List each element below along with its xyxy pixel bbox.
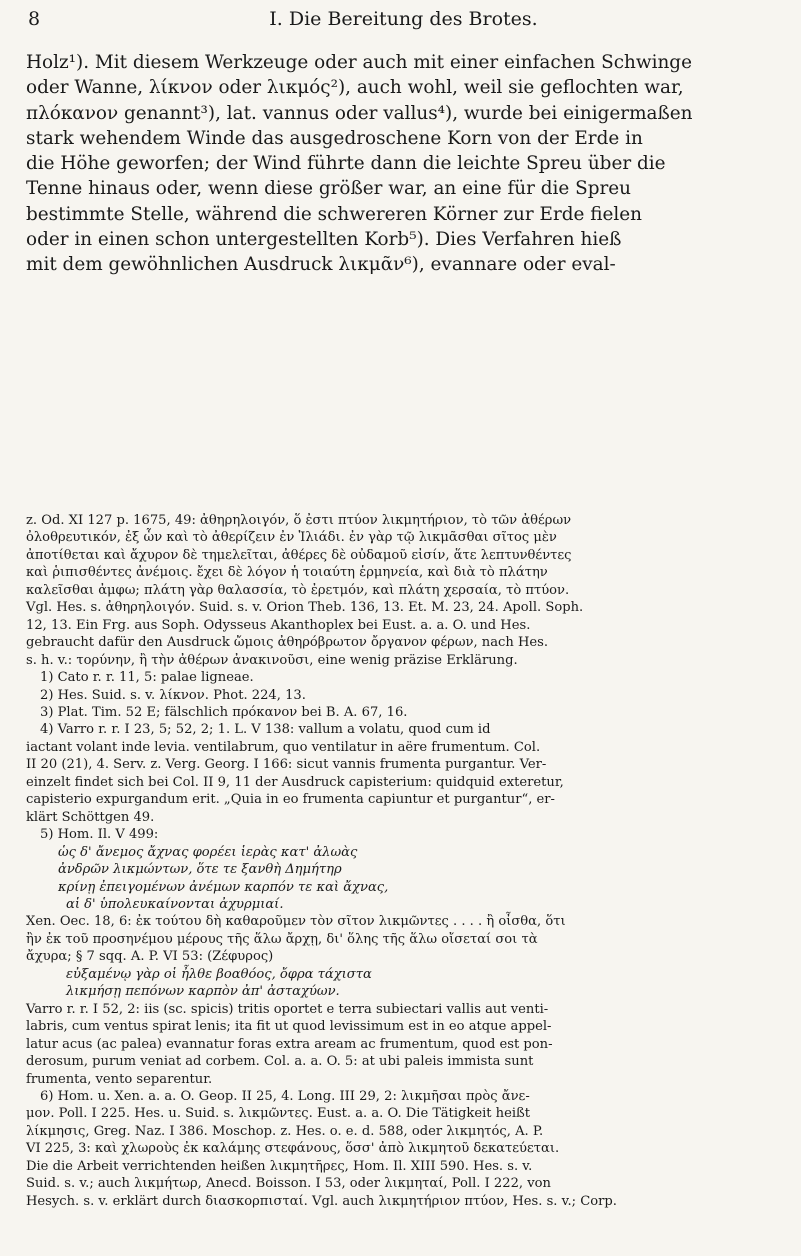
note-line: μον. Poll. I 225. Hes. u. Suid. s. λικμῶντες. Eust. a. a. O. Die Tätigkeit heißt xyxy=(26,1106,531,1122)
main-line: πλόκανον genannt³), lat. vannus oder vallus⁴), wurde bei einigermaßen xyxy=(26,102,693,124)
note-line: Varro r. r. I 52, 2: iis (sc. spicis) tritis oportet e terra subiectari vallis aut venti- xyxy=(26,1001,549,1017)
footnote-2: 2) Hes. Suid. s. v. λίκνον. Phot. 224, 13. xyxy=(40,687,306,703)
footnote-1: 1) Cato r. r. 11, 5: palae ligneae. xyxy=(40,670,254,686)
page-number: 8 xyxy=(28,8,41,30)
note-line: einzelt findet sich bei Col. II 9, 11 der Ausdruck capisterium: quidquid exteretur, xyxy=(26,774,564,790)
footnotes-section xyxy=(26,512,781,1210)
note-line: II 20 (21), 4. Serv. z. Verg. Georg. I 166: sicut vannis frumenta purgantur. Ver- xyxy=(26,757,547,773)
footnote-4: 4) Varro r. r. I 23, 5; 52, 2; 1. L. V 138: vallum a volatu, quod cum id xyxy=(40,722,491,738)
main-line: oder in einen schon untergestellten Korb⁵). Dies Verfahren hieß xyxy=(26,229,622,251)
homer-quote-line: ὡς δ' ἄνεμος ἄχνας φορέει ἱερὰς κατ' ἀλωὰς xyxy=(58,844,358,860)
note-line: frumenta, vento separentur. xyxy=(26,1071,213,1087)
note-line: καλεῖσθαι ἀμφω; πλάτη γὰρ θαλασσία, τὸ ἐρετμόν, καὶ πλάτη χερσαία, τὸ πτύον. xyxy=(26,582,570,598)
note-line: Vgl. Hes. s. ἀθηρηλοιγόν. Suid. s. v. Orion Theb. 136, 13. Et. M. 23, 24. Apoll. Soph. xyxy=(26,600,584,616)
note-line: καὶ ῥιπισθέντες ἀνέμοις. ἔχει δὲ λόγον ἡ τοιαύτη ἑρμηνεία, καὶ διὰ τὸ πλάτην xyxy=(26,565,548,581)
main-line: Tenne hinaus oder, wenn diese größer war, an eine für die Spreu xyxy=(26,178,632,200)
note-line: 12, 13. Ein Frg. aus Soph. Odysseus Akanthoplex bei Eust. a. a. O. und Hes. xyxy=(26,617,531,633)
note-line: VI 225, 3: καὶ χλωροὺς ἐκ καλάμης στεφάνους, ὅσσ' ἀπὸ λικμητοῦ δεκατεύεται. xyxy=(26,1141,560,1157)
main-line: Holz¹). Mit diesem Werkzeuge oder auch mit einer einfachen Schwinge xyxy=(26,52,692,73)
note-line: ἢν ἐκ τοῦ προσηνέμου μέρους τῆς ἅλω ἄρχῃ, δι' ὅλης τῆς ἅλω οἴσεταί σοι τὰ xyxy=(26,931,538,947)
homer-quote-line: αἱ δ' ὑπολευκαίνονται ἀχυρμιαί. xyxy=(66,896,284,912)
note-line: ἄχυρα; § 7 sqq. A. P. VI 53: (Ζέφυρος) xyxy=(26,949,274,965)
epigram-quote-line: λικμήσῃ πεπόνων καρπὸν ἀπ' ἀσταχύων. xyxy=(66,984,340,1000)
note-line: λίκμησις, Greg. Naz. I 386. Moschop. z. Hes. o. e. d. 588, oder λικμητός, A. P. xyxy=(26,1123,544,1139)
note-line: iactant volant inde levia. ventilabrum, quo ventilatur in aëre frumentum. Col. xyxy=(26,739,541,755)
footnote-6: 6) Hom. u. Xen. a. a. O. Geop. II 25, 4. Long. III 29, 2: λικμῆσαι πρὸς ἄνε- xyxy=(40,1088,530,1104)
note-line: klärt Schöttgen 49. xyxy=(26,809,155,825)
page-header xyxy=(26,8,781,36)
main-text xyxy=(26,50,781,278)
note-line: labris, cum ventus spirat lenis; ita fit ut quod levissimum est in eo atque appel- xyxy=(26,1019,552,1035)
main-line: die Höhe geworfen; der Wind führte dann die leichte Spreu über die xyxy=(26,153,666,175)
note-line: s. h. v.: τορύνην, ἢ τὴν ἀθέρων ἀνακινοῦσι, eine wenig präzise Erklärung. xyxy=(26,652,518,668)
note-line: derosum, purum veniat ad corbem. Col. a. a. O. 5: at ubi paleis immista sunt xyxy=(26,1054,534,1070)
note-line: gebraucht dafür den Ausdruck ὤμοις ἀθηρόβρωτον ὄργανον φέρων, nach Hes. xyxy=(26,635,549,651)
epigram-quote-line: εὐξαμένῳ γὰρ οἱ ἦλθε βοαθόος, ὄφρα τάχιστα xyxy=(66,966,372,982)
note-line: Xen. Oec. 18, 6: ἐκ τούτου δὴ καθαροῦμεν τὸν σῖτον λικμῶντες . . . . ἢ οἶσθα, ὅτι xyxy=(26,914,566,930)
note-line: Suid. s. v.; auch λικμήτωρ, Anecd. Boisson. I 53, oder λικμηταί, Poll. I 222, von xyxy=(26,1176,551,1192)
note-line: z. Od. XI 127 p. 1675, 49: ἀθηρηλοιγόν, ὅ ἐστι πτύον λικμητήριον, τὸ τῶν ἀθέρων xyxy=(26,513,572,528)
main-line: mit dem gewöhnlichen Ausdruck λικμᾶν⁶), evannare oder eval- xyxy=(26,254,616,276)
note-line: Die die Arbeit verrichtenden heißen λικμητῆρες, Hom. Il. XIII 590. Hes. s. v. xyxy=(26,1158,533,1174)
main-line: stark wehendem Winde das ausgedroschene Korn von der Erde in xyxy=(26,127,643,149)
footnote-5: 5) Hom. Il. V 499: xyxy=(40,827,159,843)
footnote-3: 3) Plat. Tim. 52 E; fälschlich πρόκανον bei B. A. 67, 16. xyxy=(40,704,408,720)
homer-quote-line: κρίνῃ ἐπειγομένων ἀνέμων καρπόν τε καὶ ἄχνας, xyxy=(58,879,389,895)
homer-quote-line: ἀνδρῶν λικμώντων, ὅτε τε ξανθὴ Δημήτηρ xyxy=(58,862,342,878)
note-line: ὀλοθρευτικόν, ἐξ ὧν καὶ τὸ ἀθερίζειν ἐν Ἰλιάδι. ἐν γὰρ τῷ λικμᾶσθαι σῖτος μὲν xyxy=(26,530,557,546)
note-line: latur acus (ac palea) evannatur foras extra aream ac frumentum, quod est pon- xyxy=(26,1036,553,1052)
main-line: bestimmte Stelle, während die schwereren Körner zur Erde fielen xyxy=(26,203,643,225)
note-line: ἀποτίθεται καὶ ἄχυρον δὲ τημελεῖται, ἀθέρες δὲ οὐδαμοῦ εἰσίν, ἅτε λεπτυνθέντες xyxy=(26,547,572,563)
running-title: I. Die Bereitung des Brotes. xyxy=(269,8,538,30)
note-line: capisterio expurgandum erit. „Quia in eo frumenta capiuntur et purgantur“, er- xyxy=(26,792,555,808)
note-line: Hesych. s. v. erklärt durch διασκορπισταί. Vgl. auch λικμητήριον πτύον, Hes. s. v.; Corp. xyxy=(26,1193,617,1209)
main-line: oder Wanne, λίκνον oder λικμός²), auch wohl, weil sie geflochten war, xyxy=(26,77,684,99)
